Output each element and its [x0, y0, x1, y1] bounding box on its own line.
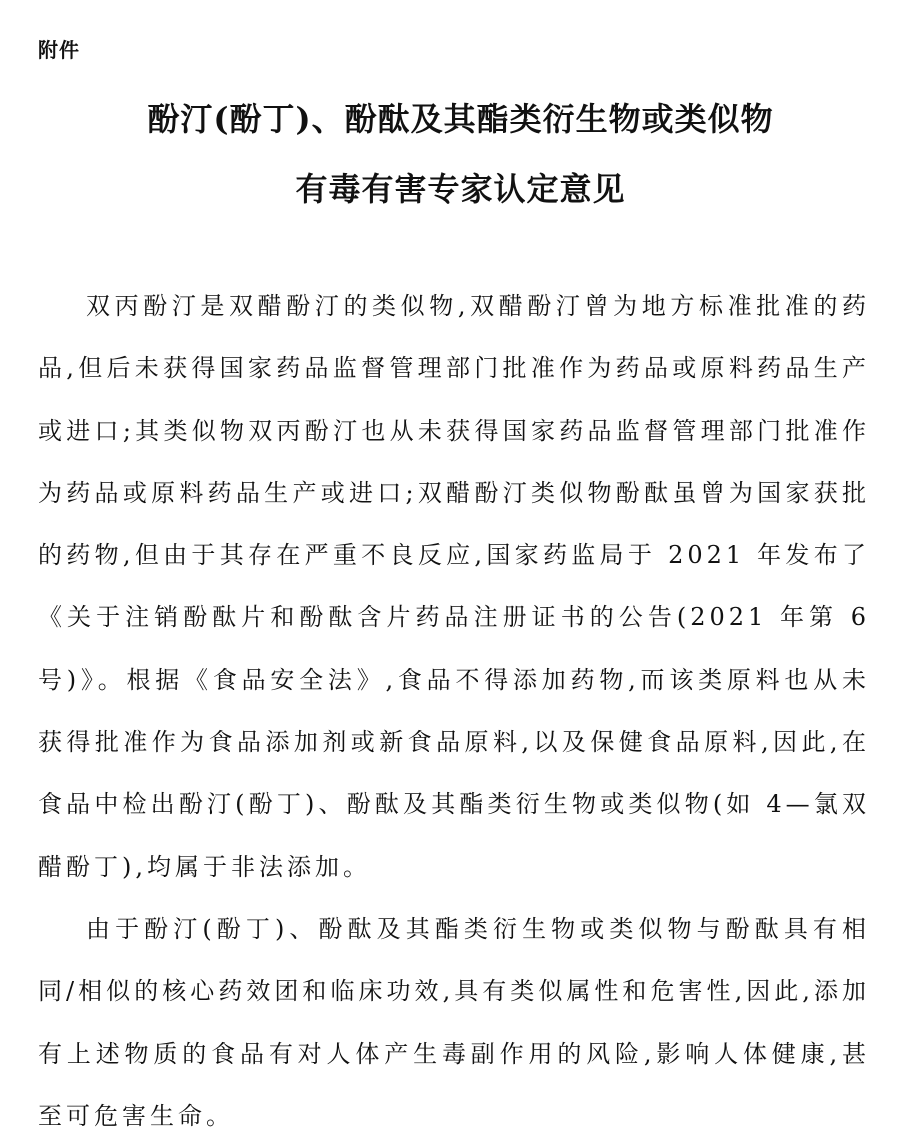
body-paragraph-2: 由于酚汀(酚丁)、酚酞及其酯类衍生物或类似物与酚酞具有相同/相似的核心药效团和临床功效,具有类似属性和危害性,因此,添加有上述物质的食品有对人体产生毒副作用的风险,影响人体健康,甚至可危害生命。	[38, 914, 870, 1130]
body-paragraph-1: 双丙酚汀是双醋酚汀的类似物,双醋酚汀曾为地方标准批准的药品,但后未获得国家药品监督管理部门批准作为药品或原料药品生产或进口;其类似物双丙酚汀也从未获得国家药品监督管理部门批准作为药品或原料药品生产或进口;双醋酚汀类似物酚酞虽曾为国家获批的药物,但由于其存在严重不良反应,国家药监局于 2021 年发布了《关于注销酚酞片和酚酞含片药品注册证书的公告(2021 年第 6 号)》。根据《食品安全法》,食品不得添加药物,而该类原料也从未获得批准作为食品添加剂或新食品原料,以及保健食品原料,因此,在食品中检出酚汀(酚丁)、酚酞及其酯类衍生物或类似物(如 4—氯双醋酚丁),均属于非法添加。	[38, 292, 870, 881]
document-title-line-1: 酚汀(酚丁)、酚酞及其酯类衍生物或类似物	[147, 100, 774, 138]
document-body	[38, 275, 870, 1147]
document-title-line-2: 有毒有害专家认定意见	[295, 170, 626, 208]
attachment-label: 附件	[38, 38, 80, 62]
